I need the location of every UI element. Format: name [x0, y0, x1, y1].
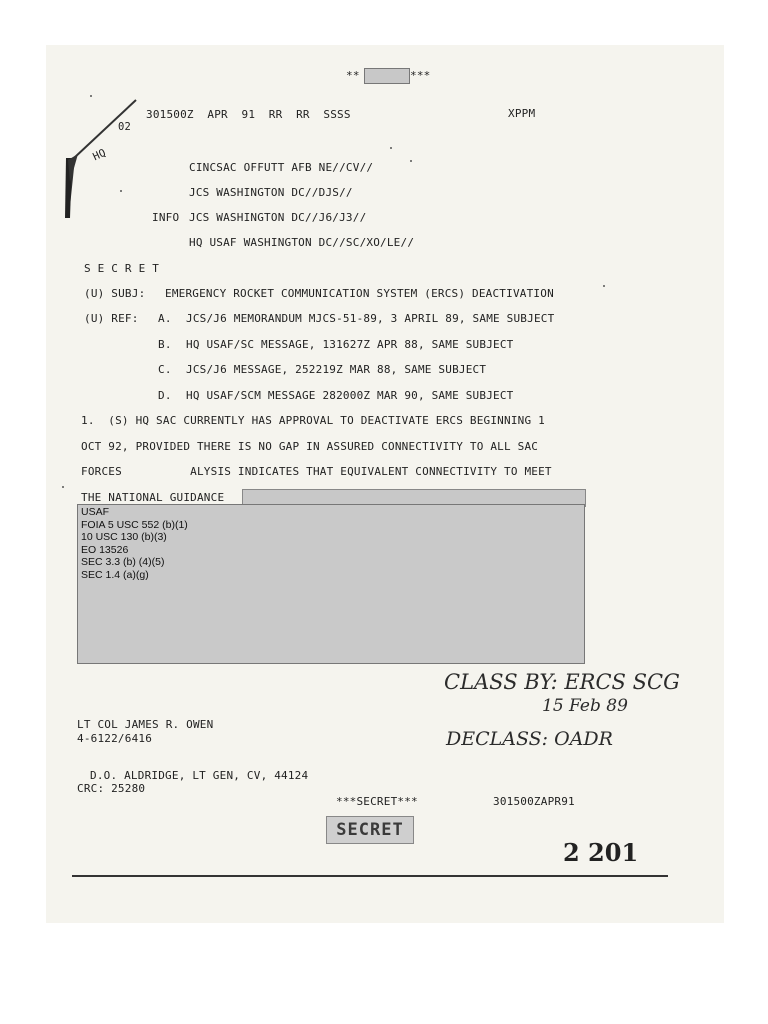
ref-letter: C. [158, 363, 172, 376]
exemption-line: SEC 3.3 (b) (4)(5) [81, 556, 165, 568]
handwritten-declass: DECLASS: OADR [446, 728, 613, 750]
poc-name: LT COL JAMES R. OWEN [77, 718, 214, 731]
subject-label: (U) SUBJ: [84, 287, 146, 300]
ref-text: JCS/J6 MEMORANDUM MJCS-51-89, 3 APRIL 89, SAME SUBJECT [186, 312, 555, 325]
crc-line: CRC: 25280 [77, 782, 146, 795]
ref-letter: D. [158, 389, 172, 402]
document-page [46, 45, 724, 923]
corner-slash-mark [64, 98, 144, 224]
scan-speck [90, 95, 92, 97]
page-number: 2 201 [563, 838, 639, 867]
ref-letter: A. [158, 312, 172, 325]
handwritten-class-by: CLASS BY: ERCS SCG [444, 670, 680, 694]
body-line: THE NATIONAL GUIDANCE [81, 491, 225, 504]
from-addressee: CINCSAC OFFUTT AFB NE//CV// [189, 161, 374, 174]
info-addressee-2: HQ USAF WASHINGTON DC//SC/XO/LE// [189, 236, 415, 249]
body-line: FORCES ALYSIS INDICATES THAT EQUIVALENT CONNECTIVITY TO MEET [81, 465, 552, 478]
exemption-line: EO 13526 [81, 543, 129, 556]
ref-label: (U) REF: [84, 312, 139, 325]
info-addressee-1: JCS WASHINGTON DC//J6/J3// [189, 211, 367, 224]
corner-note: HQ [91, 146, 108, 164]
releaser-line: D.O. ALDRIDGE, LT GEN, CV, 44124 [90, 769, 309, 782]
body-line: OCT 92, PROVIDED THERE IS NO GAP IN ASSURED CONNECTIVITY TO ALL SAC [81, 440, 539, 453]
dtg-line: 301500Z APR 91 RR RR SSSS [146, 108, 351, 121]
classification-line: S E C R E T [84, 262, 160, 275]
ref-text: HQ USAF/SC MESSAGE, 131627Z APR 88, SAME SUBJECT [186, 338, 514, 351]
scan-speck [120, 190, 122, 192]
info-label: INFO [152, 211, 180, 224]
top-marker-left: ** [346, 69, 360, 82]
scan-speck [410, 160, 412, 162]
bottom-rule [72, 875, 668, 877]
ref-letter: B. [158, 338, 172, 351]
footer-dtg: 301500ZAPR91 [493, 795, 575, 808]
redaction-exemption-box [77, 504, 585, 664]
routing-code: XPPM [508, 107, 536, 120]
handwritten-class-date: 15 Feb 89 [542, 696, 628, 716]
exemption-line: SEC 1.4 (a)(g) [81, 568, 149, 581]
redaction-block [364, 68, 410, 84]
poc-phone: 4-6122/6416 [77, 732, 153, 745]
body-line: 1. (S) HQ SAC CURRENTLY HAS APPROVAL TO DEACTIVATE ERCS BEGINNING 1 [81, 414, 545, 427]
ref-text: HQ USAF/SCM MESSAGE 282000Z MAR 90, SAME SUBJECT [186, 389, 514, 402]
secret-stamp [326, 816, 414, 844]
exemption-line: FOIA 5 USC 552 (b)(1) [81, 518, 188, 531]
top-marker-right: *** [410, 69, 431, 82]
stamp-text: SECRET [336, 820, 404, 840]
to-addressee: JCS WASHINGTON DC//DJS// [189, 186, 353, 199]
exemption-line: USAF [81, 506, 110, 518]
scan-speck [390, 147, 392, 149]
footer-classification: ***SECRET*** [336, 795, 418, 808]
exemption-line: 10 USC 130 (b)(3) [81, 531, 167, 543]
scan-speck [603, 285, 605, 287]
scan-speck [62, 486, 64, 488]
corner-note: 02 [118, 121, 132, 133]
ref-text: JCS/J6 MESSAGE, 252219Z MAR 88, SAME SUBJECT [186, 363, 487, 376]
subject-text: EMERGENCY ROCKET COMMUNICATION SYSTEM (ERCS) DEACTIVATION [165, 287, 554, 300]
